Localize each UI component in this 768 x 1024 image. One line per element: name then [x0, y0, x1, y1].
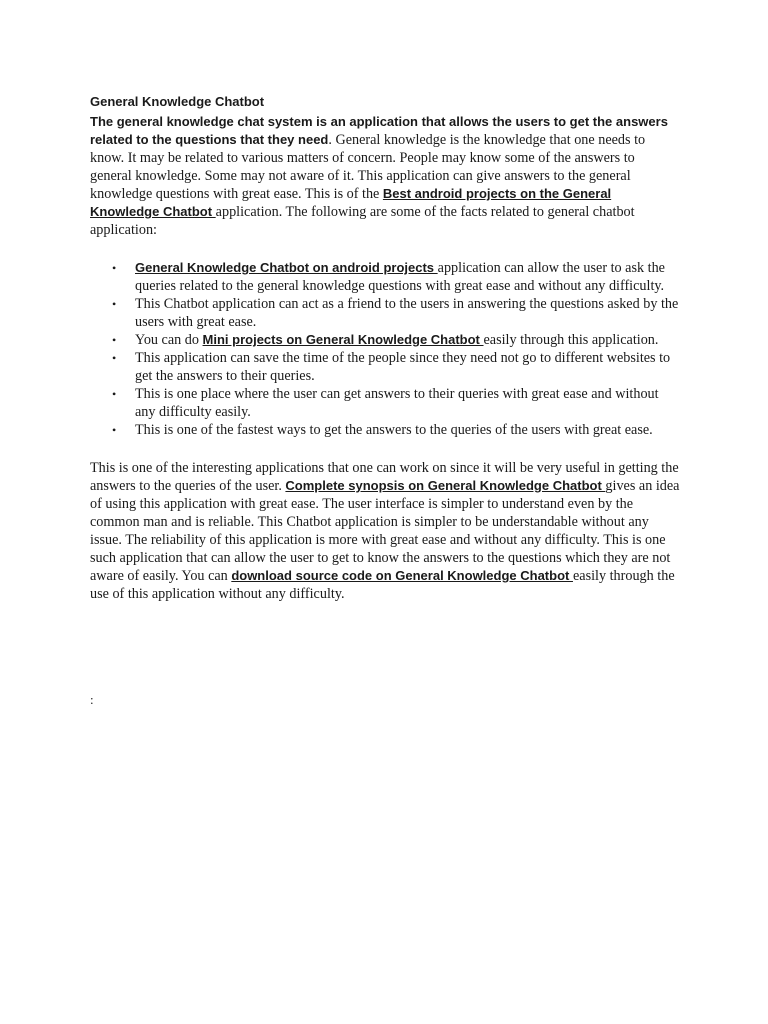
bullet-icon: •	[112, 351, 117, 365]
list-item-text: This Chatbot application can act as a friend to the users in answering the questions asked by the users with great ease.	[135, 296, 679, 330]
bullet-icon: •	[112, 333, 117, 347]
list-item	[90, 385, 680, 421]
bullet-icon: •	[112, 297, 117, 311]
list-item	[90, 331, 680, 349]
list-item-pre: You can do	[135, 332, 203, 348]
stray-mark: :	[90, 692, 94, 707]
bullet-icon: •	[112, 423, 117, 437]
document-body	[90, 93, 680, 603]
closing-paragraph	[90, 459, 680, 603]
facts-list	[90, 259, 680, 439]
link-android-projects[interactable]: General Knowledge Chatbot on android projects	[135, 260, 438, 275]
link-best-android-projects[interactable]: Best android projects on the General Knowledge Chatbot	[90, 186, 612, 219]
intro-text-2: application. The following are some of the facts related to general chatbot application:	[90, 204, 635, 238]
list-item	[90, 259, 680, 295]
list-item-text: This is one of the fastest ways to get the answers to the queries of the users with great ease.	[135, 422, 653, 438]
intro-paragraph	[90, 113, 680, 239]
list-item-text: This is one place where the user can get answers to their queries with great ease and without any difficulty easily.	[135, 386, 659, 420]
list-item	[90, 349, 680, 385]
list-item-text: easily through this application.	[483, 332, 659, 348]
closing-text-1: This is one of the interesting applications that one can work on since it will be very useful in getting the answers to the queries of the user.	[90, 460, 679, 494]
list-item	[90, 295, 680, 331]
closing-text-3: easily through the use of this application without any difficulty.	[90, 568, 675, 602]
document-title: General Knowledge Chatbot	[90, 94, 265, 109]
list-item-text: This application can save the time of the people since they need not go to different websites to get the answers to their queries.	[135, 350, 671, 384]
link-mini-projects[interactable]: Mini projects on General Knowledge Chatbot	[202, 332, 484, 347]
bullet-icon: •	[112, 387, 117, 401]
link-download-source-code[interactable]: download source code on General Knowledge Chatbot	[231, 568, 573, 583]
intro-bold-lead: The general knowledge chat system is an application that allows the users to get the answers related to the questions that they need	[90, 114, 668, 147]
closing-text-2: gives an idea of using this application with great ease. The user interface is simpler to understand even by the common man and is reliable. This Chatbot application is simpler to be understandable without any issue. The reliability of this application is more with great ease and without any difficulty. This is one such application that can allow the user to get to know the answers to the questions which they are not aware of easily. You can	[90, 478, 680, 584]
intro-text-1: . General knowledge is the knowledge that one needs to know. It may be related to various matters of concern. People may know some of the answers to general knowledge. Some may not aware of it. This application can give answers to the general knowledge questions with great ease. This is of the	[90, 132, 646, 202]
list-item	[90, 421, 680, 439]
list-item-text: application can allow the user to ask the queries related to the general knowledge questions with great ease and without any difficulty.	[135, 260, 665, 294]
link-complete-synopsis[interactable]: Complete synopsis on General Knowledge Chatbot	[285, 478, 606, 493]
bullet-icon: •	[112, 261, 117, 275]
